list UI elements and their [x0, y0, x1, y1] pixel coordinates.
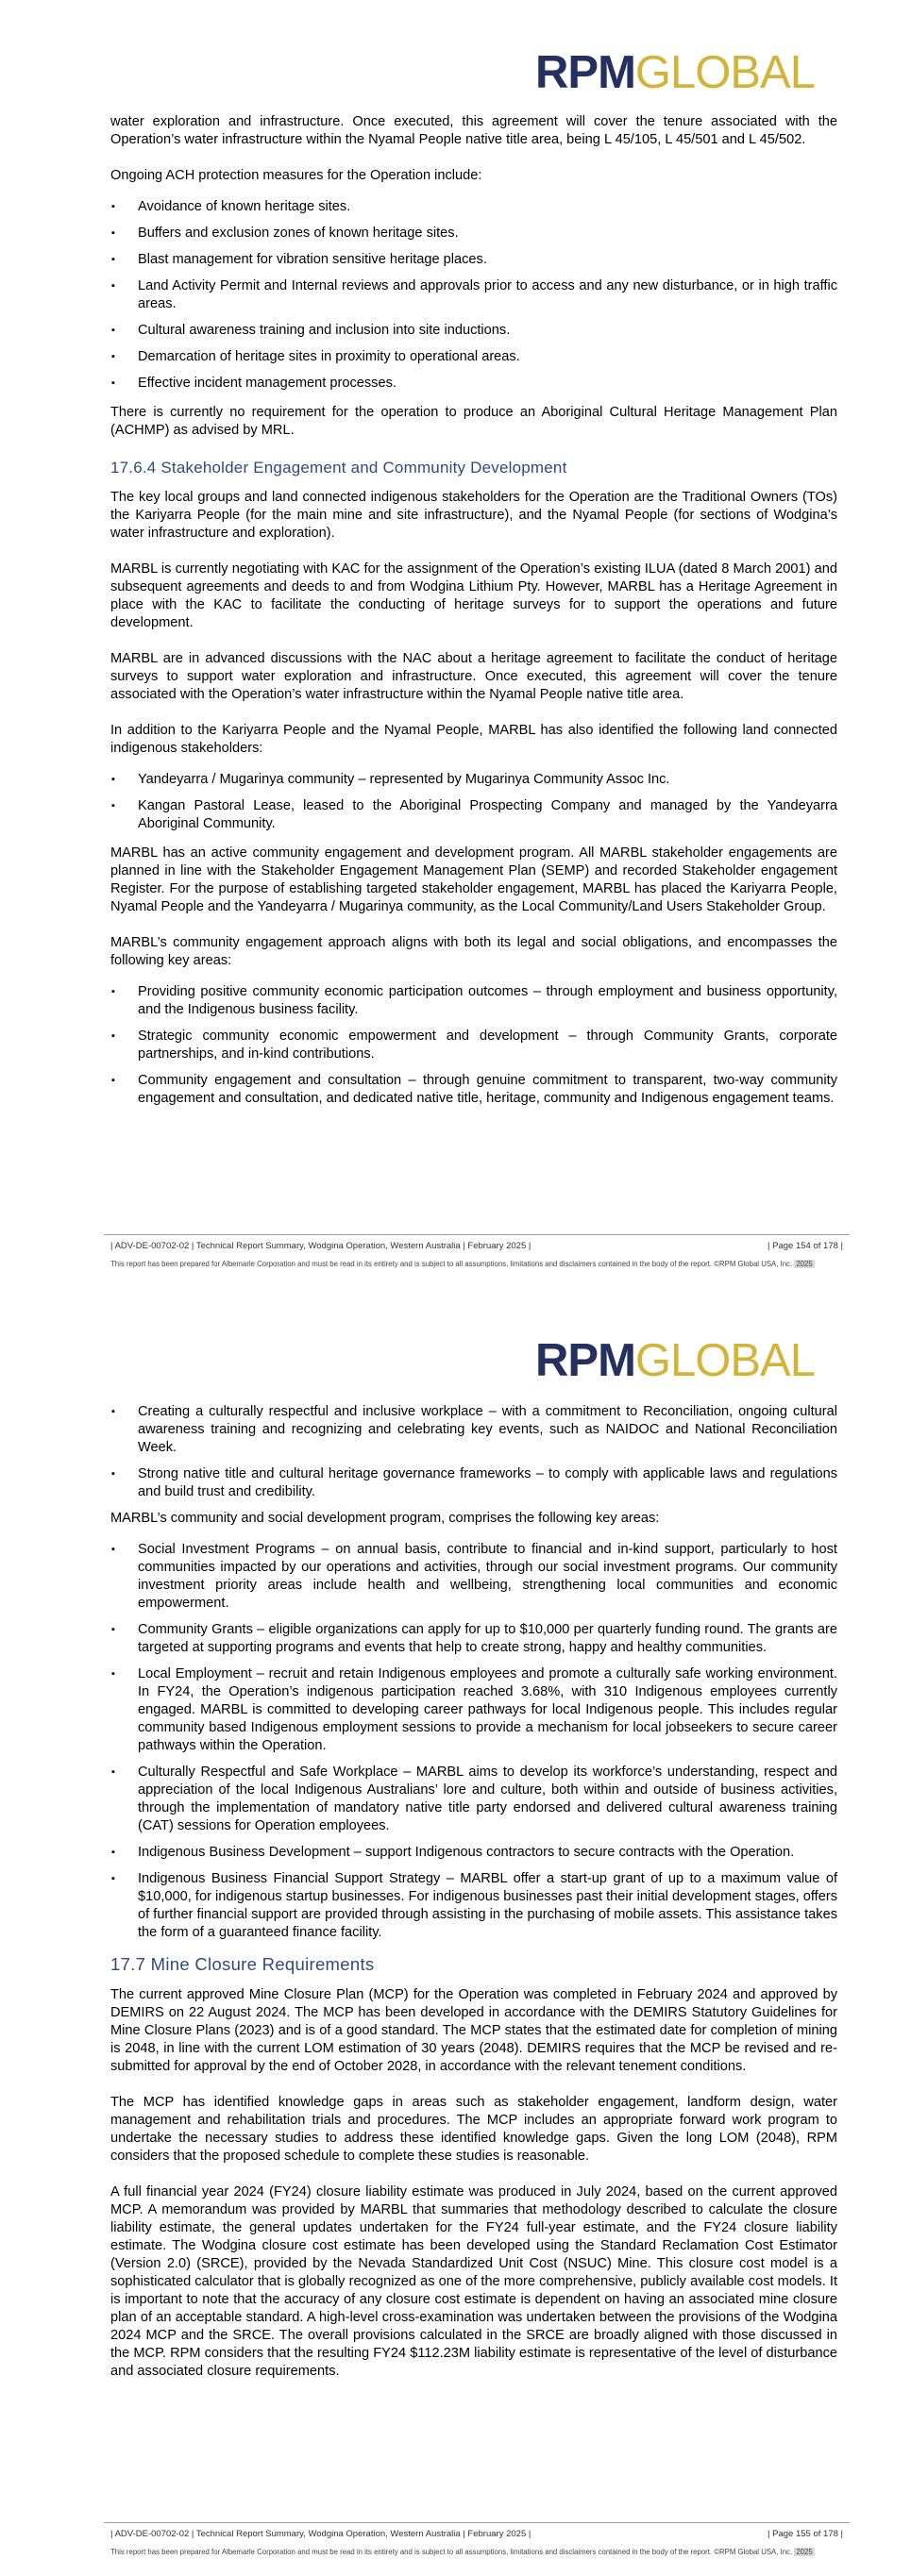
stakeholder-paragraph-4: In addition to the Kariyarra People and the Nyamal People, MARBL has also identified the following land connected indigenous stakeholders:	[110, 723, 837, 756]
bullet-icon: ▪	[111, 254, 115, 265]
list-item: ▪ Creating a culturally respectful and inclusive workplace – with a commitment to Reconciliation, ongoing cultural awareness training and recognizing and celebrating key events, such as NAIDOC and National Reconciliation Week.	[111, 1404, 837, 1455]
logo-global: GLOBAL	[634, 47, 815, 98]
logo-rpm: RPM	[535, 47, 635, 98]
achmp-paragraph: There is currently no requirement for the operation to produce an Aboriginal Cultural Heritage Management Plan (ACHMP) as advised by MRL.	[110, 405, 837, 438]
list-item: ▪ Indigenous Business Development – support Indigenous contractors to secure contracts with the Operation.	[111, 1845, 795, 1860]
bullet-icon: ▪	[111, 1075, 115, 1086]
list-item: ▪ Community engagement and consultation – through genuine commitment to transparent, two-way community engagement and consultation, and dedicated native title, heritage, community and Indigenous engagement teams.	[111, 1073, 837, 1106]
page-155	[0, 1288, 911, 2576]
footer-page-number: | Page 154 of 178 |	[768, 1241, 843, 1251]
list-item: ▪ Blast management for vibration sensitive heritage places.	[111, 252, 487, 267]
list-item: ▪ Culturally Respectful and Safe Workplace – MARBL aims to develop its workforce’s understanding, respect and appreciation of the local Indigenous Australians’ lore and culture, both within and outside of business activities, through the implementation of mandatory native title party endorsed and delivered cultural awareness training (CAT) sessions for Operation employees.	[111, 1765, 837, 1833]
list-item: ▪ Indigenous Business Financial Support Strategy – MARBL offer a start-up grant of up to a maximum value of $10,000, for indigenous startup businesses. For indigenous businesses past their initial development stages, offers of further financial support are provided through assisting in the purchasing of mobile assets. This assistance takes the form of a guaranteed finance facility.	[111, 1871, 837, 1940]
bullet-icon: ▪	[111, 1668, 115, 1680]
list-item: ▪ Effective incident management processes.	[111, 376, 396, 391]
footer-disclaimer: This report has been prepared for Albemarle Corporation and must be read in its entirety and is subject to all assumptions, limitations and disclaimers contained in the body of the report. ©RPM Global USA, Inc. 2025	[110, 1260, 813, 1268]
footer-divider	[104, 2522, 850, 2523]
list-item: ▪ Strong native title and cultural heritage governance frameworks – to comply with applicable laws and regulations and build trust and credibility.	[111, 1466, 837, 1499]
page-footer	[104, 1234, 850, 1269]
bullet-icon: ▪	[111, 227, 115, 239]
bullet-icon: ▪	[111, 377, 115, 389]
bullet-icon: ▪	[111, 201, 115, 212]
approach-list-continued	[110, 1403, 837, 1501]
list-item: ▪ Buffers and exclusion zones of known heritage sites.	[111, 226, 459, 241]
bullet-icon: ▪	[111, 325, 115, 336]
list-item: ▪ Local Employment – recruit and retain Indigenous employees and promote a culturally safe working environment. In FY24, the Operation’s indigenous participation reached 3.68%, with 310 Indigenous employees currently engaged. MARBL is committed to developing career pathways for local Indigenous people. This includes regular community based Indigenous employment sessions to provide a mechanism for local jobseekers to secure career pathways within the Operation.	[111, 1666, 837, 1753]
bullet-icon: ▪	[111, 800, 115, 811]
list-item: ▪ Community Grants – eligible organizations can apply for up to $10,000 per quarterly funding round. The grants are targeted at supporting programs and events that help to create strong, happy and healthy communities.	[111, 1622, 837, 1655]
program-list	[110, 1541, 837, 1942]
bullet-icon: ▪	[111, 774, 115, 785]
page-footer	[104, 2522, 850, 2557]
stakeholder-paragraph-5: MARBL has an active community engagement and development program. All MARBL stakeholder engagements are planned in line with the Stakeholder Engagement Management Plan (SEMP) and recorded Stakeholder engagement Register. For the purpose of establishing targeted stakeholder engagement, MARBL has placed the Kariyarra People, Nyamal People and the Yandeyarra / Mugarinya community, as the Local Community/Land Users Stakeholder Group.	[110, 845, 837, 914]
rpm-global-logo	[535, 49, 815, 96]
section-heading-17-6-4: 17.6.4 Stakeholder Engagement and Community Development	[110, 459, 567, 477]
stakeholders-list	[110, 771, 837, 833]
footer-report-info: | ADV-DE-00702-02 | Technical Report Summary, Wodgina Operation, Western Australia | February 2025 |	[110, 2529, 531, 2539]
closure-paragraph-2: The MCP has identified knowledge gaps in areas such as stakeholder engagement, landform design, water management and rehabilitation trials and procedures. The MCP includes an appropriate forward work program to undertake the necessary studies to address these identified knowledge gaps. Given the long LOM (2048), RPM considers that the proposed schedule to complete these studies is reasonable.	[110, 2095, 837, 2164]
list-item: ▪ Land Activity Permit and Internal reviews and approvals prior to access and any new disturbance, or in high traffic areas.	[111, 278, 837, 311]
closure-paragraph-3: A full financial year 2024 (FY24) closure liability estimate was produced in July 2024, based on the current approved MCP. A memorandum was provided by MARBL that summaries that methodology described to calculate the closure liability estimate, the general updates undertaken for the FY24 full-year estimate, and the FY24 closure liability estimate. The Wodgina closure cost estimate has been developed using the Standard Reclamation Cost Estimator (Version 2.0) (SRCE), provided by the Nevada Standardized Unit Cost (NSUC) Mine. This closure cost model is a sophisticated calculator that is globally recognized as one of the more comprehensive, publicly available cost models. It is important to note that the accuracy of any closure cost estimate is dependent on having an associated mine closure plan of an acceptable standard. A high-level cross-examination was undertaken between the provisions of the Wodgina 2024 MCP and the SRCE. The overall provisions calculated in the SRCE are broadly aligned with those discussed in the MCP. RPM considers that the resulting FY24 $112.23M liability estimate is representative of the level of disturbance and associated closure requirements.	[110, 2184, 837, 2379]
logo-global: GLOBAL	[634, 1335, 815, 1386]
list-item: ▪ Yandeyarra / Mugarinya community – represented by Mugarinya Community Assoc Inc.	[111, 772, 670, 787]
footer-disclaimer: This report has been prepared for Albemarle Corporation and must be read in its entirety and is subject to all assumptions, limitations and disclaimers contained in the body of the report. ©RPM Global USA, Inc. 2025	[110, 2548, 813, 2556]
list-item: ▪ Kangan Pastoral Lease, leased to the Aboriginal Prospecting Company and managed by the Yandeyarra Aboriginal Community.	[111, 798, 837, 831]
bullet-icon: ▪	[111, 280, 115, 292]
ach-measures-list	[110, 198, 837, 393]
list-item: ▪ Cultural awareness training and inclusion into site inductions.	[111, 323, 511, 338]
bullet-icon: ▪	[111, 1624, 115, 1635]
bullet-icon: ▪	[111, 1873, 115, 1884]
footer-page-number: | Page 155 of 178 |	[768, 2529, 843, 2539]
footer-report-info: | ADV-DE-00702-02 | Technical Report Summary, Wodgina Operation, Western Australia | February 2025 |	[110, 1241, 531, 1251]
bullet-icon: ▪	[111, 1847, 115, 1858]
rpm-global-logo	[535, 1337, 815, 1384]
logo-rpm: RPM	[535, 1335, 635, 1386]
stakeholder-paragraph-1: The key local groups and land connected indigenous stakeholders for the Operation are the Traditional Owners (TOs) the Kariyarra People (for the main mine and site infrastructure), and the Nyamal People (for sections of Wodgina’s water infrastructure and exploration).	[110, 490, 837, 541]
list-item: ▪ Strategic community economic empowerment and development – through Community Grants, corporate partnerships, and in-kind contributions.	[111, 1029, 837, 1062]
stakeholder-paragraph-2: MARBL is currently negotiating with KAC for the assignment of the Operation’s existing ILUA (dated 8 March 2001) and subsequent agreements and deeds to and from Wodgina Lithium Pty. However, MARBL has a Heritage Agreement in place with the KAC to facilitate the conducting of heritage surveys for to support the operations and future development.	[110, 561, 837, 630]
list-item: ▪ Avoidance of known heritage sites.	[111, 199, 351, 214]
list-item: ▪ Social Investment Programs – on annual basis, contribute to financial and in-kind support, particularly to host communities impacted by our operations and activities, through our social investment programs. Our community investment priority areas include health and wellbeing, strengthening local communities and economic empowerment.	[111, 1542, 837, 1611]
bullet-icon: ▪	[111, 1766, 115, 1778]
page-154-body	[110, 113, 837, 1119]
stakeholder-paragraph-6: MARBL’s community engagement approach aligns with both its legal and social obligations, and encompasses the following key areas:	[110, 935, 837, 968]
footer-divider	[104, 1234, 850, 1235]
page-155-body	[110, 1403, 837, 2399]
section-heading-17-7: 17.7 Mine Closure Requirements	[110, 1954, 375, 1974]
bullet-icon: ▪	[111, 351, 115, 362]
bullet-icon: ▪	[111, 1030, 115, 1042]
closure-paragraph-1: The current approved Mine Closure Plan (MCP) for the Operation was completed in February 2024 and approved by DEMIRS on 22 August 2024. The MCP has been developed in accordance with the DEMIRS Statutory Guidelines for Mine Closure Plans (2023) and is of a good standard. The MCP states that the estimated date for completion of mining is 2048, in line with the current LOM estimation of 30 years (2048). DEMIRS requires that the MCP be revised and re-submitted for approval by the end of October 2028, in accordance with the relevant tenement conditions.	[110, 1987, 837, 2074]
bullet-icon: ▪	[111, 1406, 115, 1417]
list-item: ▪ Providing positive community economic participation outcomes – through employment and business opportunity, and the Indigenous business facility.	[111, 984, 837, 1017]
bullet-icon: ▪	[111, 986, 115, 997]
list-item: ▪ Demarcation of heritage sites in proximity to operational areas.	[111, 349, 520, 364]
ach-intro: Ongoing ACH protection measures for the Operation include:	[110, 168, 482, 183]
bullet-icon: ▪	[111, 1544, 115, 1555]
intro-paragraph: water exploration and infrastructure. Once executed, this agreement will cover the tenure associated with the Operation’s water infrastructure within the Nyamal People native title area, being L 45/105, L 45/501 and L 45/502.	[110, 114, 837, 147]
approach-list	[110, 983, 837, 1108]
stakeholder-paragraph-3: MARBL are in advanced discussions with the NAC about a heritage agreement to facilitate the conduct of heritage surveys to support water exploration and infrastructure. Once executed, this agreement will cover the tenure associated with the Operation’s water infrastructure within the Nyamal People native title area.	[110, 651, 837, 702]
program-intro: MARBL’s community and social development program, comprises the following key areas:	[110, 1511, 660, 1526]
bullet-icon: ▪	[111, 1468, 115, 1480]
